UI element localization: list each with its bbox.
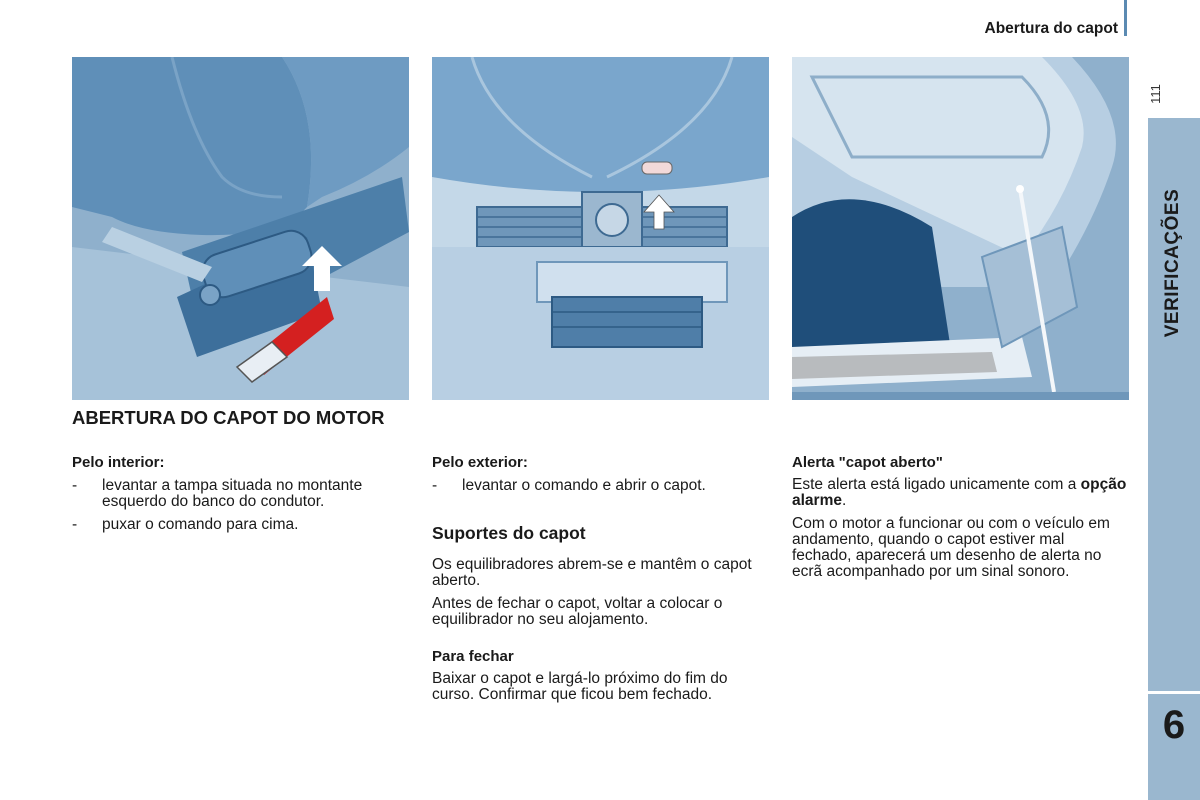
exterior-lever-illustration (432, 57, 769, 400)
bonnet-strut-illustration (792, 57, 1129, 400)
chapter-divider (1148, 691, 1200, 694)
bullet-text: puxar o comando para cima. (102, 516, 299, 533)
figure-bonnet-strut (792, 57, 1129, 400)
alert-paragraph-2: Com o motor a funcionar ou com o veículo em andamento, quando o capot estiver mal fechado, aparecerá um desenho de alerta no ecrã acompanhado por um sinal sonoro. (792, 515, 1110, 580)
column-exterior (432, 455, 770, 710)
header-title: Abertura do capot (984, 20, 1118, 37)
alert-text-end: . (841, 492, 847, 509)
bullet-text: levantar a tampa situada no montante esquerdo do banco do condutor. (102, 477, 363, 510)
supports-paragraph-1: Os equilibradores abrem-se e mantêm o capot aberto. (432, 556, 752, 589)
list-item (432, 478, 770, 494)
close-paragraph: Baixar o capot e largá-lo próximo do fim do curso. Confirmar que ficou bem fechado. (432, 670, 728, 703)
list-item (72, 517, 392, 533)
interior-lever-illustration (72, 57, 409, 400)
list-item (72, 478, 392, 510)
chapter-side-tab (1148, 118, 1200, 800)
lion-badge (596, 204, 628, 236)
chapter-label: VERIFICAÇÕES (1162, 188, 1183, 338)
bullet-dash: - (72, 477, 78, 494)
header-accent-line (1124, 0, 1127, 36)
bullet-dash: - (72, 516, 78, 533)
chapter-number: 6 (1162, 703, 1186, 747)
alert-title: Alerta "capot aberto" (792, 454, 943, 471)
page-number: 111 (1147, 84, 1163, 104)
interior-subhead: Pelo interior: (72, 454, 165, 471)
figure-interior-lever (72, 57, 409, 400)
close-title: Para fechar (432, 648, 514, 665)
figure-exterior-lever (432, 57, 769, 400)
column-alert (792, 455, 1127, 587)
supports-paragraph-2: Antes de fechar o capot, voltar a colocar o equilibrador no seu alojamento. (432, 595, 723, 628)
bullet-dash: - (432, 477, 438, 494)
supports-title: Suportes do capot (432, 523, 586, 543)
exterior-subhead: Pelo exterior: (432, 454, 528, 471)
bullet-text: levantar o comando e abrir o capot. (462, 477, 706, 494)
alert-text: Este alerta está ligado unicamente com a (792, 476, 1081, 493)
column-interior (72, 455, 392, 540)
section-title: ABERTURA DO CAPOT DO MOTOR (72, 407, 385, 428)
alarm-option-text: opção alarme (792, 476, 1127, 509)
alert-paragraph-1 (792, 477, 1127, 509)
